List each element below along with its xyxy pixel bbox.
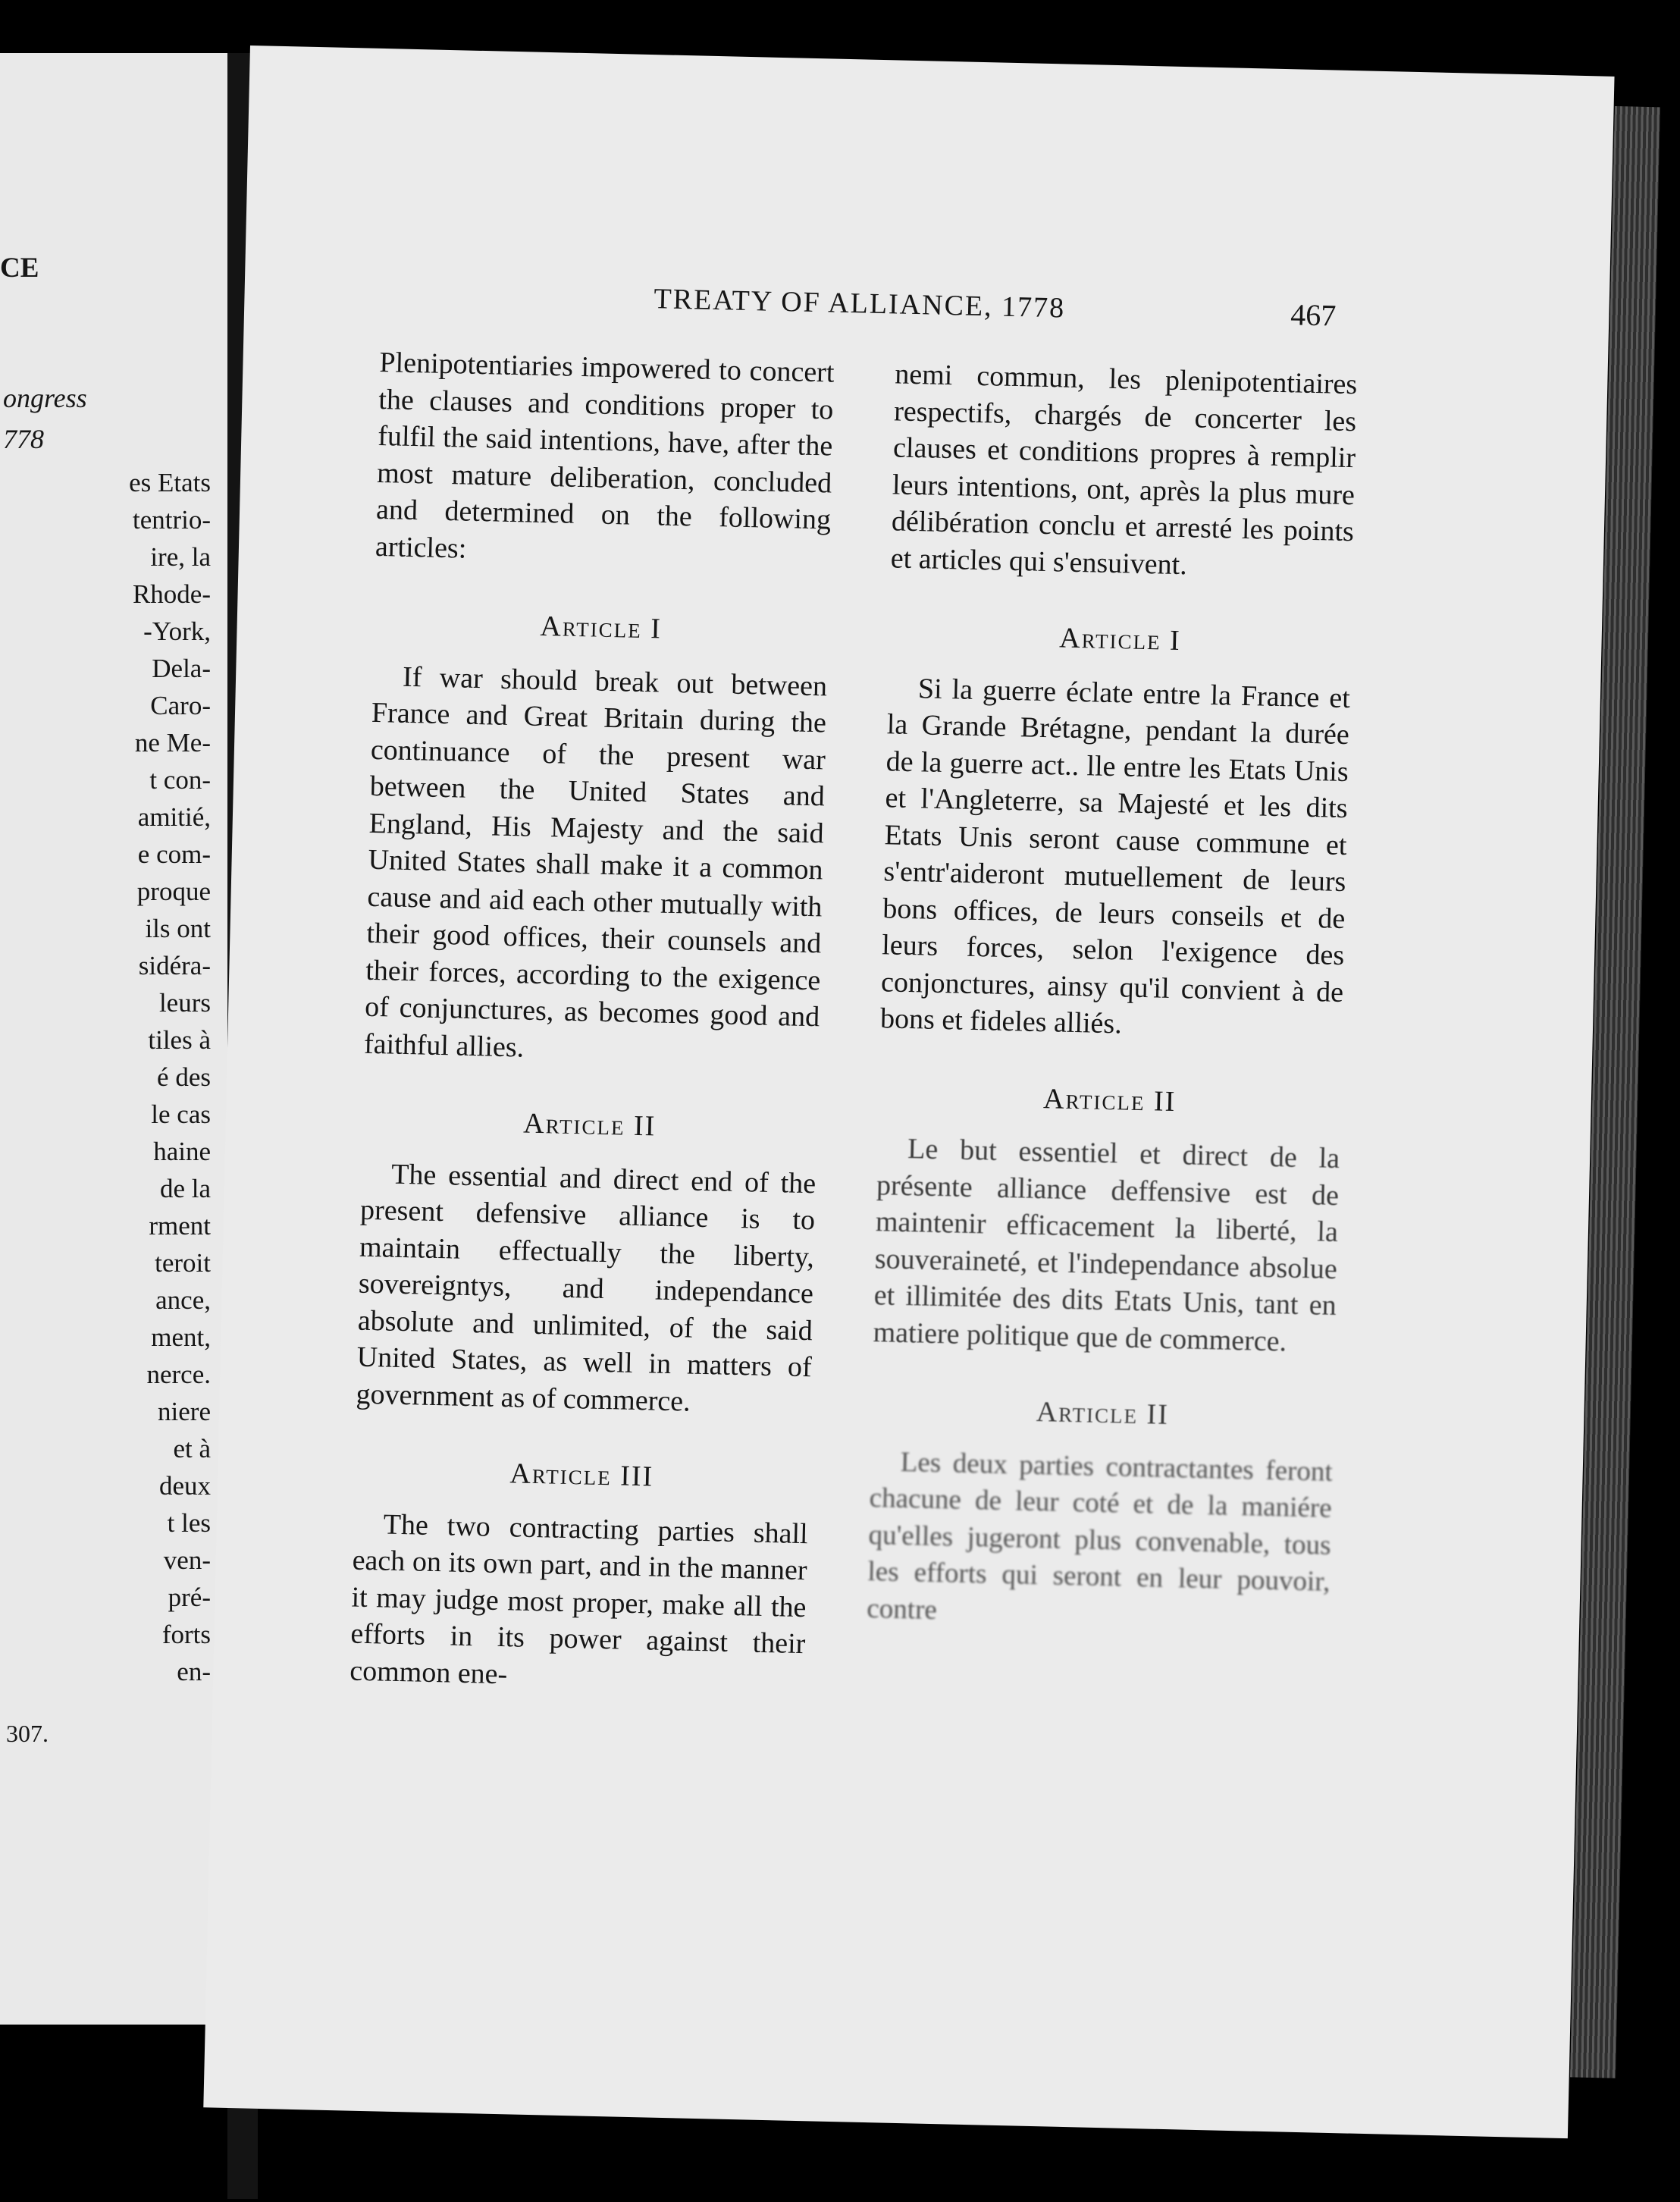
facing-page-line: pré- <box>168 1582 211 1612</box>
document-page <box>203 45 1614 2138</box>
facing-page-line: Rhode- <box>132 579 211 609</box>
facing-page-line: de la <box>159 1174 211 1203</box>
facing-page-line: et à <box>173 1434 211 1463</box>
facing-page-line: amitié, <box>137 802 211 832</box>
facing-page-line: forts <box>161 1620 211 1649</box>
facing-page-line: -York, <box>143 616 211 646</box>
english-article-1-heading: Article I <box>540 610 663 645</box>
facing-page-header-fragment: CE <box>0 253 39 284</box>
facing-page-line: é des <box>157 1062 211 1092</box>
french-article-1-heading: Article I <box>1058 622 1182 657</box>
french-intro: nemi commun, les plenipotentiaires respectifs, chargés de concerter les clauses et conditions propres à remplir leurs intentions, ont, après la plus mure délibération conclu et arresté les points et articles qui s'ensuivent. <box>890 358 1358 581</box>
facing-page <box>0 53 238 2025</box>
facing-page-congress-label <box>3 378 87 460</box>
facing-page-line: ire, la <box>150 542 211 572</box>
page-number: 467 <box>1290 297 1337 333</box>
facing-page-line: ils ont <box>145 914 211 943</box>
english-article-2-heading: Article II <box>522 1107 657 1143</box>
facing-page-line: niere <box>158 1397 211 1426</box>
facing-page-line: en- <box>177 1657 211 1686</box>
facing-page-line: es Etats <box>129 468 211 497</box>
congress-line: 778 <box>3 424 44 454</box>
facing-page-line: leurs <box>158 988 211 1018</box>
english-column <box>349 344 835 1699</box>
running-head: TREATY OF ALLIANCE, 1778 <box>654 283 1066 325</box>
facing-page-line: Caro- <box>150 691 211 720</box>
english-intro: Plenipotentiaries impowered to concert the clauses and conditions proper to fulfil the said intentions, have, after the most mature deliberation, concluded and determined on the following articles: <box>375 346 835 565</box>
facing-page-line: teroit <box>155 1248 211 1278</box>
english-article-3-heading: Article III <box>509 1457 654 1493</box>
facing-page-line: deux <box>158 1471 211 1501</box>
english-article-2-text: The essential and direct end of the present defensive alliance is to maintain effectually the liberty, sovereigntys, and independance absolute and unlimited, of the said United States, as well in matters of government as of commerce. <box>356 1158 816 1418</box>
facing-page-line: tentrio- <box>132 505 211 535</box>
facing-page-line: sidéra- <box>138 951 211 980</box>
facing-page-line: haine <box>153 1137 211 1166</box>
french-column <box>867 356 1358 1637</box>
facing-page-line: tiles à <box>148 1025 211 1055</box>
facing-page-line: t con- <box>149 765 211 795</box>
facing-page-text <box>0 464 227 1690</box>
english-article-3-text: The two contracting parties shall each on its own part, and in the manner it may judge most proper, make all the efforts in its power against their common ene- <box>349 1507 809 1690</box>
facing-page-line: e com- <box>137 839 211 869</box>
facing-page-line: Dela- <box>152 654 211 683</box>
french-article-2-text: Le but essentiel et direct de la présente alliance deffensive est de maintenir efficacement la liberté, la souveraineté, et l'independance absolue et illimitée des dits Etats Unis, tant en matiere politique que de commerce. <box>873 1133 1340 1357</box>
congress-line: ongress <box>3 383 87 413</box>
facing-page-line: t les <box>167 1508 211 1538</box>
french-article-2-heading: Article II <box>1042 1082 1177 1118</box>
facing-page-line: ment, <box>151 1322 211 1352</box>
facing-page-line: ance, <box>155 1285 211 1315</box>
facing-page-line: nerce. <box>146 1360 211 1389</box>
english-article-1-text: If war should break out between France and Great Britain during the continuance of the present war between the United States and England, His Majesty and the said United States shall make it a common cause and aid each other mutually with their good offices, their counsels and their forces, according to the exigence of conjunctures, as becomes good and faithful allies. <box>363 660 828 1064</box>
facing-page-line: ne Me- <box>134 728 211 758</box>
facing-page-line: proque <box>136 877 211 906</box>
french-article-3-text: Les deux parties contractantes feront chacune de leur coté et de la maniére qu'elles jugeront plus convenable, tous les efforts qui seront en leur pouvoir, contre <box>866 1446 1334 1626</box>
facing-page-line: ven- <box>163 1545 211 1575</box>
facing-page-line: rment <box>149 1211 211 1241</box>
french-article-3-heading: Article II <box>1036 1395 1170 1431</box>
french-article-1-text: Si la guerre éclate entre la France et la Grande Brétagne, pendant la durée de la guerre act.. lle entre les Etats Unis et l'Angleterre, sa Majesté et les dits Etats Unis seront cause commune et s'entr'aideront mutuellement de leurs bons offices, de leurs conseils et de leurs forces, selon l'exigence des conjonctures, ainsy qu'il convient à de bons et fideles alliés. <box>879 672 1351 1040</box>
facing-page-line: le cas <box>151 1099 211 1129</box>
facing-page-number: 307. <box>6 1720 49 1747</box>
